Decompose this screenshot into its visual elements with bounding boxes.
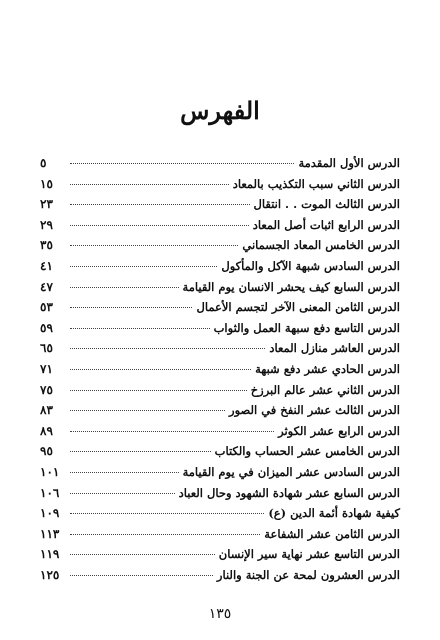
toc-entry [40,197,400,218]
toc-entry [40,568,400,589]
toc-entry [40,527,400,548]
toc-entry-page: ١٥ [40,176,53,191]
toc-entry [40,486,400,507]
toc-entry-page: ٤٧ [40,279,53,294]
dot-leader [70,390,247,391]
toc-list [40,156,400,588]
toc-entry-page: ١١٣ [40,526,60,541]
dot-leader [70,225,249,226]
toc-entry [40,280,400,301]
toc-entry-page: ١٠٦ [40,485,60,500]
dot-leader [70,287,179,288]
page-title: الفهرس [180,96,260,125]
page-number: ١٣٥ [208,606,232,622]
toc-entry-page: ٩٥ [40,444,53,459]
dot-leader [70,163,294,164]
toc-entry [40,321,400,342]
toc-entry-label: الدرس العشرون لمحة عن الجنة والنار [216,567,400,582]
toc-entry-label: الدرس السادس عشر الميزان في يوم القيامة [182,464,400,479]
toc-entry-label: الدرس السادس شبهة الآكل والمأكول [221,258,400,273]
toc-entry [40,259,400,280]
toc-entry-page: ٥ [40,156,47,170]
dot-leader [70,513,264,514]
toc-entry-label: الدرس الثالث الموت . . انتقال [253,197,400,212]
toc-entry-label: الدرس الثامن المعنى الآخر لتجسم الأعمال [196,300,400,315]
toc-entry [40,362,400,383]
dot-leader [70,410,225,411]
toc-entry-label: الدرس الحادي عشر دفع شبهة [255,361,400,376]
toc-entry [40,300,400,321]
toc-entry [40,156,400,177]
dot-leader [70,493,175,494]
toc-entry [40,547,400,568]
toc-entry [40,403,400,424]
toc-entry [40,444,400,465]
dot-leader [70,431,274,432]
toc-entry [40,424,400,445]
toc-entry [40,341,400,362]
toc-entry-label: الدرس التاسع دفع سبهة العمل والثواب [213,320,400,335]
toc-entry-page: ٨٣ [40,403,53,418]
dot-leader [70,554,215,555]
toc-entry-label: الدرس الرابع عشر الكوثر [278,423,400,438]
toc-entry [40,238,400,259]
toc-entry-label: الدرس الثالث عشر النفخ في الصور [229,403,400,418]
dot-leader [70,534,260,535]
dot-leader [70,451,211,452]
toc-entry-page: ١٠١ [40,464,60,479]
dot-leader [70,472,179,473]
toc-entry-label: الدرس الثاني سبب التكذيب بالمعاد [232,176,400,191]
toc-entry-label: الدرس الثاني عشر عالم البرزخ [250,382,400,397]
toc-entry-page: ٢٩ [40,217,53,232]
dot-leader [70,369,251,370]
toc-entry-page: ١٢٥ [40,567,60,582]
toc-entry [40,383,400,404]
toc-entry-page: ٦٥ [40,341,53,356]
toc-entry-label: الدرس العاشر منازل المعاد [269,341,400,356]
dot-leader [70,348,265,349]
dot-leader [70,575,213,576]
toc-entry-label: الدرس الرابع اثبات أصل المعاد [252,217,400,232]
toc-entry [40,177,400,198]
dot-leader [70,266,217,267]
toc-entry [40,465,400,486]
toc-entry-page: ٥٩ [40,320,53,335]
toc-entry-page: ١١٩ [40,547,60,562]
dot-leader [70,307,192,308]
dot-leader [70,204,250,205]
toc-entry-label: الدرس السابع عشر شهادة الشهود وحال العباد [178,485,400,500]
dot-leader [70,245,238,246]
toc-entry-page: ٥٣ [40,300,53,315]
toc-entry-page: ٢٣ [40,197,53,212]
toc-entry-label: الدرس الخامس عشر الحساب والكتاب [214,444,400,459]
toc-entry-page: ١٠٩ [40,506,60,521]
toc-entry-label: كيفية شهادة أئمة الدين (ع) [268,506,400,521]
toc-entry-label: الدرس الخامس المعاد الجسماني [242,238,400,253]
toc-entry [40,506,400,527]
toc-entry-page: ٧٥ [40,382,53,397]
dot-leader [70,184,229,185]
toc-entry-page: ٨٩ [40,423,53,438]
toc-entry-page: ٧١ [40,361,53,376]
toc-entry-label: الدرس السابع كيف يحشر الانسان يوم القيامة [182,279,400,294]
dot-leader [70,328,210,329]
toc-entry-page: ٤١ [40,258,53,273]
toc-entry [40,218,400,239]
toc-entry-page: ٣٥ [40,238,53,253]
toc-entry-label: الدرس الثامن عشر الشفاعة [264,526,400,541]
toc-entry-label: الدرس الأول المقدمة [298,156,400,170]
toc-entry-label: الدرس التاسع عشر نهاية سير الإنسان [218,547,400,562]
